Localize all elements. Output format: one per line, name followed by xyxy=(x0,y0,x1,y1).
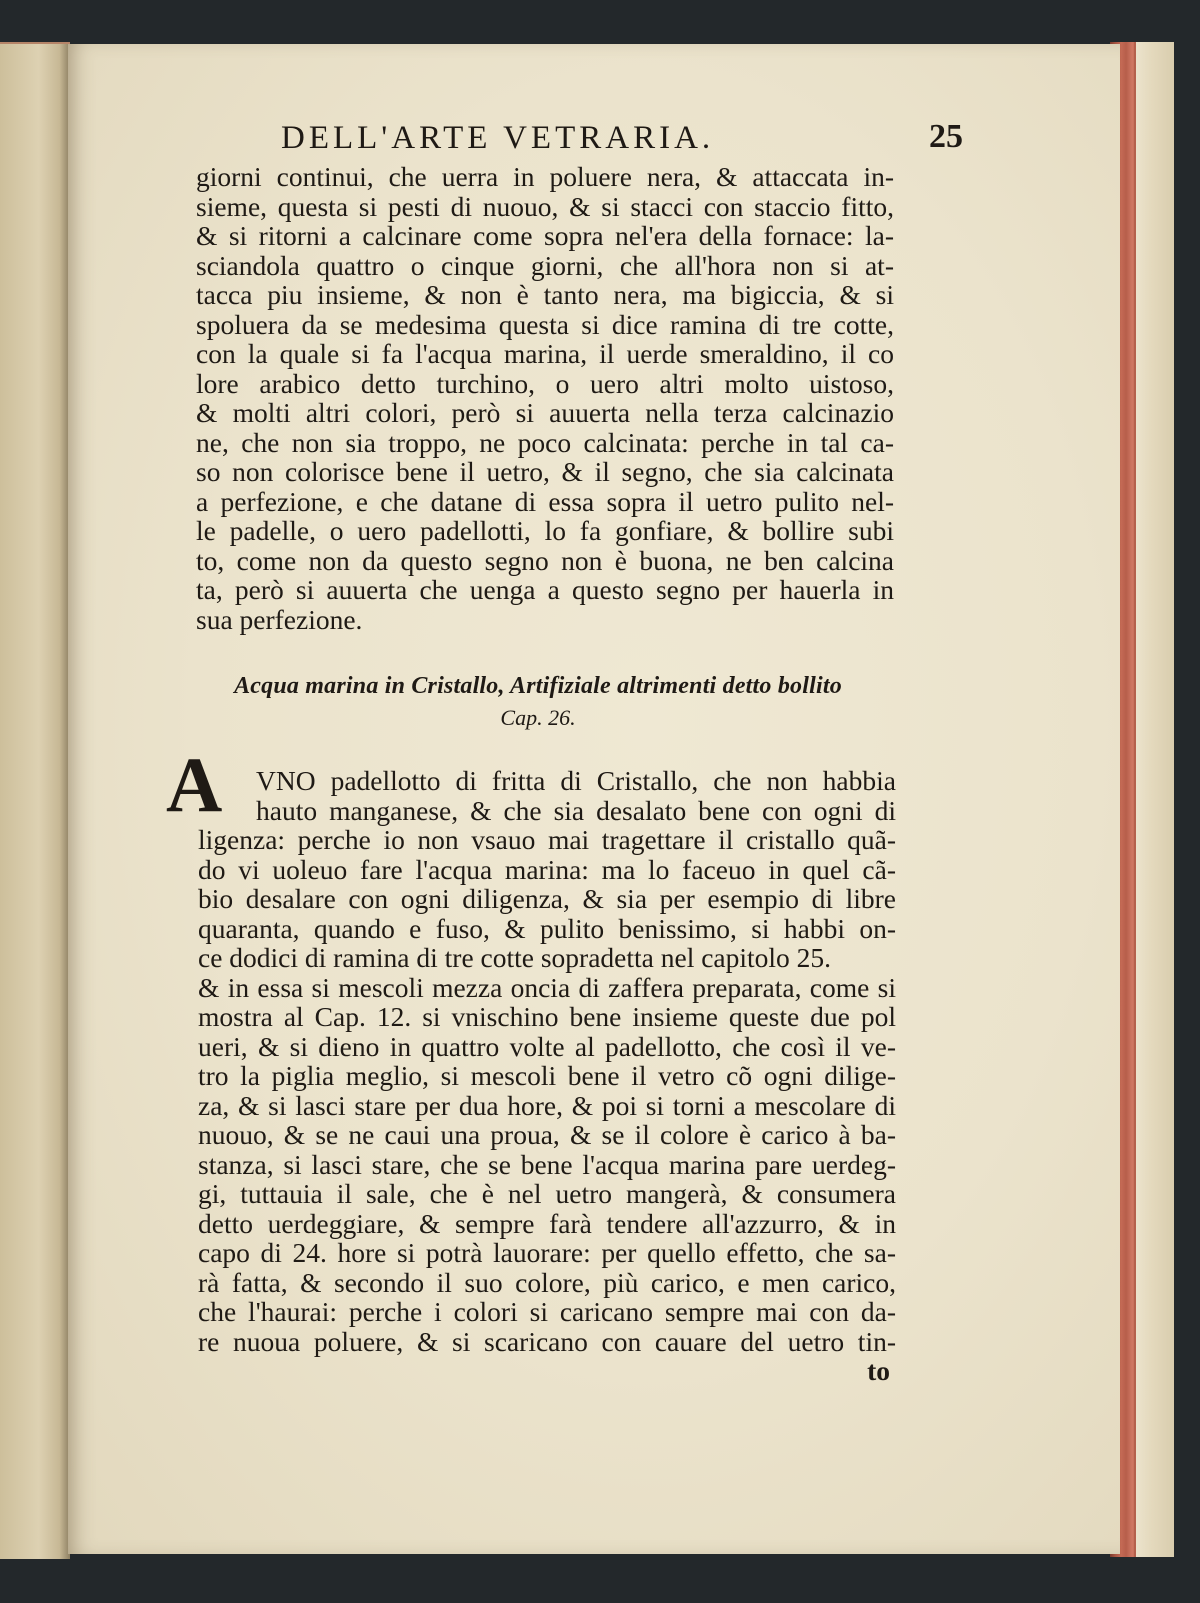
book-page xyxy=(68,44,1120,1554)
text-line: giorni continui, che uerra in poluere nera, & attaccata in- xyxy=(196,161,894,192)
text-line: capo di 24. hore si potrà lauorare: per quello effetto, che sa- xyxy=(198,1237,896,1268)
text-line: quaranta, quando e fuso, & pulito benissimo, si habbi on- xyxy=(198,912,896,944)
text-line: a perfezione, e che datane di essa sopra il uetro pulito nel- xyxy=(196,485,894,517)
drop-cap: A xyxy=(166,741,223,828)
text-line: & molti altri colori, però si auuerta nella terza calcinazio xyxy=(196,397,894,428)
text-line: sieme, questa si pesti di nuouo, & si stacci con staccio fitto, xyxy=(196,190,894,222)
text-line: nuouo, & se ne caui una proua, & se il colore è carico à ba- xyxy=(198,1119,896,1150)
text-line: sciandola quattro o cinque giorni, che all'hora non si at- xyxy=(196,249,894,281)
text-line: con la quale si fa l'acqua marina, il uerde smeraldino, il co xyxy=(196,338,894,369)
text-line: ueri, & si dieno in quattro volte al padellotto, che così il ve- xyxy=(198,1030,896,1062)
text-line: re nuoua poluere, & si scaricano con cauare del uetro tin- xyxy=(198,1325,896,1357)
page-number: 25 xyxy=(929,118,963,155)
text-line: lore arabico detto turchino, o uero altri molto uistoso, xyxy=(196,367,894,399)
text-line: che l'haurai: perche i colori si caricano sempre mai con da- xyxy=(198,1296,896,1327)
text-line: gi, tuttauia il sale, che è nel uetro mangerà, & consumera xyxy=(198,1178,896,1209)
text-line: to, come non da questo segno non è buona, ne ben calcina xyxy=(196,544,894,576)
catchword: to xyxy=(867,1355,890,1386)
chapter-title: Acqua marina in Cristallo, Artifiziale altrimenti detto bollito xyxy=(234,673,842,699)
text-line: hauto manganese, & che sia desalato bene con ogni di xyxy=(256,794,896,826)
text-line: bio desalare con ogni diligenza, & sia per esempio di libre xyxy=(198,883,896,914)
text-line: ligenza: perche io non vsauo mai tragettare il cristallo quã- xyxy=(198,824,896,855)
chapter-number: Cap. 26. xyxy=(500,705,576,730)
text-line: stanza, si lasci stare, che se bene l'acqua marina pare uerdeg- xyxy=(198,1148,896,1180)
text-line: ta, però si auuerta che uenga a questo segno per hauerla in xyxy=(196,574,894,605)
text-line: tro la piglia meglio, si mescoli bene il vetro cõ ogni dilige- xyxy=(198,1060,896,1091)
page-header xyxy=(263,120,963,162)
running-head: DELL'ARTE VETRARIA. xyxy=(281,120,715,156)
text-line: rà fatta, & secondo il suo colore, più carico, e men carico, xyxy=(198,1266,896,1298)
text-line: so non colorisce bene il uetro, & il segno, che sia calcinata xyxy=(196,456,894,487)
chapter-body xyxy=(198,766,896,1386)
chapter-heading xyxy=(173,670,903,734)
text-line: za, & si lasci stare per dua hore, & poi si torni a mescolare di xyxy=(198,1089,896,1121)
text-line: tacca piu insieme, & non è tanto nera, ma bigiccia, & si xyxy=(196,279,894,310)
text-line: detto uerdeggiare, & sempre farà tendere all'azzurro, & in xyxy=(198,1207,896,1239)
text-line: & in essa si mescoli mezza oncia di zaffera preparata, come si xyxy=(198,971,896,1003)
left-page-edge xyxy=(0,42,70,1559)
text-line: le padelle, o uero padellotti, lo fa gonfiare, & bollire subi xyxy=(196,515,894,546)
text-line: do vi uoleuo fare l'acqua marina: ma lo faceuo in quel cã- xyxy=(198,853,896,885)
paragraph-continued xyxy=(196,162,894,634)
text-line: mostra al Cap. 12. si vnischino bene insieme queste due pol xyxy=(198,1001,896,1032)
text-line: & si ritorni a calcinare come sopra nel'era della fornace: la- xyxy=(196,220,894,251)
text-line: spoluera da se medesima questa si dice ramina di tre cotte, xyxy=(196,308,894,340)
text-line: VNO padellotto di fritta di Cristallo, che non habbia xyxy=(256,765,896,796)
text-line: sua perfezione. xyxy=(196,603,363,635)
text-line: ce dodici di ramina di tre cotte sopradetta nel capitolo 25. xyxy=(198,942,832,973)
text-line: ne, che non sia troppo, ne poco calcinata: perche in tal ca- xyxy=(196,426,894,458)
